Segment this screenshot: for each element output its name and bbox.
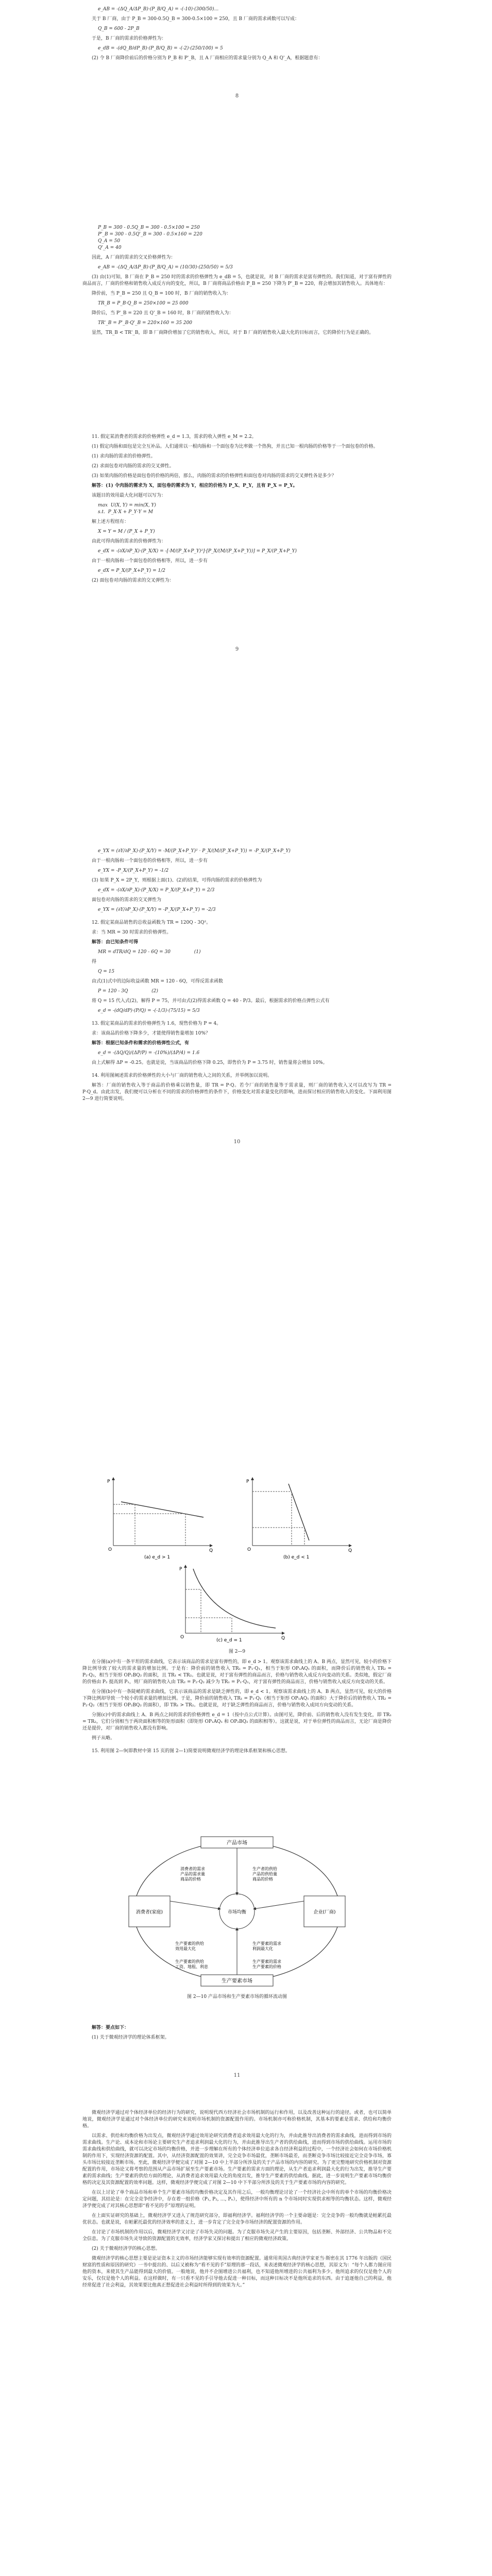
answer: 解答：要点如下： [92,2025,129,2030]
equation: Q = 15 [98,969,115,974]
panel-label-a: (a) e_d > 1 [144,1555,171,1560]
paragraph: 分图(c)中的需求曲线上 A、B 两点之间的需求的价格弹性 e_d = 1（按中点公式计算）。由图可见，降价前、后的销售收入没有发生变化，即 TR₁ = TR₂，它们分别相当于两块面积相等的矩形面积（即矩形 OP₁AQ₁ 和 OP₂BQ₂ 的面积相等）。这就是说，对于单位弹性的商品而言，无论厂商是降价还是提价，对厂商的销售收入都没有影响。 [82,1713,392,1731]
flow-label: 消费者的需求产品的需求量商品的价格 [180,1867,205,1882]
paragraph: 关于 B 厂商，由于 P_B = 300-0.5Q_B = 300-0.5×100 = 250，且 B 厂商的需求函数可以写成： [92,16,299,22]
paragraph: 降价后，当 P'_B = 220 且 Q'_B = 160 时，B 厂商的销售收入为： [92,311,234,316]
demand-curve-a [121,1502,203,1517]
paragraph: 微观经济学的核心思想主要是论证资本主义的市场经济能够实现有效率的资源配置。通常用英国古典经济学家亚当·斯密在其 1776 年出版的《国民财富的性质和原因的研究》一书中提出的、以后又被称为“看不见的手”原理的那一段话，来表述微观经济学的核心思想，其原文为：“每个人都力图应用他的资本，来使其生产品能得到最大的价值。一般地说，他并不企图增进公共福利，也不知道他所增进的公共福利为多少。他所追求的仅仅是他个人的安乐，仅仅是他个人的利益。在这样做时，有一只看不见的手引导他去促进一种目标，而这种目标决不是他所追求的东西。由于追逐他自己的利益，他经常促进了社会利益，其效果要比他真正想促进社会利益时所得到的效果为大。” [82,2256,392,2288]
flow-label: 生产要素的供给效用最大化 [175,1941,204,1951]
figure-2-10 [124,1834,350,2004]
figure-caption: 图 2—10 产品市场和生产要素市场的循环流动图 [187,1994,287,1999]
paragraph: 在讨论了市场机制的作用以后，微观经济学又讨论了市场失灵的问题。为了克服市场失灵产生的主要原因，包括垄断、外部经济、公共物品和不完全信息。为了克服市场失灵导致的资源配置的无效率，经济学家又探讨和提出了相应的微观经济政策。 [82,2230,392,2242]
paragraph: 在分图(a)中有一条平坦的需求曲线，它表示该商品的需求是富有弹性的，即 e_d > 1。观察该需求曲线上的 A、B 两点，显然可见，较小的价格下降比例导致了较大的需求量的增加比例。于是有：降价前的销售收入 TR₁ = P₁·Q₁，相当于矩形 OP₁AQ₁ 的面积，而降价后的销售收入 TR₂ = P₂·Q₂，相当于矩形 OP₂BQ₂ 的面积，且 TR₁ < TR₂。也就是说，对于富有弹性的商品而言，价格与销售收入成反方向变动的关系。类似地，假定厂商的价格由 P₂ 提高到 P₁，则厂商的销售收入由 TR₂ = P₂·Q₂ 减少为 TR₁ = P₁·Q₁，对于富有弹性的商品而言，价格与销售收入成反方向变动的关系。 [82,1659,392,1685]
paragraph: 解上述方程组有： [92,519,129,524]
paragraph: (2) 求面包卷对肉肠的需求的交叉弹性。 [92,464,174,469]
page-number: 9 [235,647,239,652]
paragraph: 解答：厂商的销售收入等于商品的价格乘以销售量，即 TR = P·Q。若令厂商的销售量等于需求量，则厂商的销售收入又可以改写为 TR = P·Q_d。由此出发，我们便可以分析在不同的需求的价格弹性的条件下，价格变化对需求量变化的影响，进而探讨相应的销售收入的变化。下面利用图 2—9 进行简要说明。 [82,1083,392,1101]
paragraph: 在以上讨论了单个商品市场和单个生产要素市场的均衡价格决定及其作用之后，一般均衡理论讨论了一个经济社会中所有的单个市场的均衡价格决定问题，其结论是：在完全竞争经济中，存在着一组价格（P₁, P₂, …, Pₙ），使得经济中所有的 n 个市场同时实现供求相等的均衡状态。这样，微观经济学便完成了对其核心思想即“看不见的手”原理的证明。 [82,2190,392,2209]
paragraph: 在分图(b)中有一条陡峭的需求曲线，它表示该商品的需求是缺乏弹性的，即 e_d < 1。观察该需求曲线上的 A、B 两点，显然可见，较大的价格下降比例却导致一个较小的需求量的增加比例。于是，降价前的销售收入 TR₁ = P₁·Q₁（相当于矩形 OP₁AQ₁ 的面积）大于降价后的销售收入 TR₂ = P₂·Q₂（相当于矩形 OP₂BQ₂ 的面积），即 TR₁ > TR₂。也就是说，对于缺乏弹性的商品而言，价格与销售收入成同方向变动的关系。 [82,1689,392,1708]
paragraph: 将 Q = 15 代入式(2)，解得 P = 75，并可由式(2)得需求函数 Q = 40 - P/3。最后，根据需求的价格点弹性公式有 [92,998,330,1004]
paragraph: (3) 如果肉肠的价格是面包卷的价格的两倍，那么，肉肠的需求的价格弹性和面包卷对肉肠的需求的交叉弹性各是多少？ [92,473,336,479]
equation: e_AB = -(ΔQ_A/ΔP_B)·(P_B/Q_A) = -(-10)·(300/50)... [98,7,219,12]
equation: e_d = -(dQ/dP)·(P/Q) = -(-1/3)·(75/15) = 5/3 [98,1008,200,1013]
equation: X = Y = M / (P_X + P_Y) [98,529,155,534]
answer: 解答：由已知条件可得 [92,940,139,945]
paragraph: (3) 由(1)可知，B 厂商在 P_B = 250 时的需求的价格弹性为 e_dB = 5，也就是说，对 B 厂商的需求是富有弹性的。我们知道，对于富有弹性的商品而言，厂商的价格和销售收入成反方向的变化，所以，B 厂商将商品价格由 P_B = 250 下降为 P'_B = 220，将会增加其销售收入。具体地有： [82,275,392,286]
origin-label: O [180,1635,184,1640]
paragraph: (1) 关于微观经济学的理论体系框架。 [92,2035,169,2040]
page-section-6 [82,2025,392,2292]
flow-label: 生产要素的供给工资、地租、利息 [175,1959,208,1969]
axis-label-p: P [179,1567,182,1572]
equation: MR = dTR/dQ = 120 - 6Q = 30 (1) [98,950,201,955]
equation: e_dB = -(dQ_B/dP_B)·(P_B/Q_B) = -(-2)·(250/100) = 5 [98,46,223,51]
equation: e_YX = (∂Y/∂P_X)·(P_X/Y) = -P_X/(P_X+P_Y) = -2/3 [98,907,216,912]
origin-label: O [247,1547,251,1552]
panel-c [179,1566,285,1643]
paragraph: 面包卷对肉肠的需求的交叉弹性为 [92,897,162,903]
paragraph: 由于一根肉肠和一个面包卷的价格相等，所以，进一步有 [92,558,208,564]
paragraph: (2) 面包卷对肉肠的需求的交叉弹性为： [92,578,174,583]
page-number: 8 [235,93,239,99]
question-14: 14. 利用图阐述需求的价格弹性的大小与厂商的销售收入之间的关系，并举例加以说明。 [92,1073,273,1078]
page-section-4 [82,845,392,1151]
equation: P = 120 - 3Q (2) [98,989,158,994]
panel-a [107,1479,213,1560]
paragraph: (2) 令 B 厂商降价前后的价格分别为 P_B 和 P'_B，且 A 厂商相应的需求量分别为 Q_A 和 Q'_A，根据题意有： [92,56,323,61]
figure-2-10-graphic [124,1834,350,1989]
paragraph: 求：当 MR = 30 时需求的价格弹性。 [92,930,172,935]
paragraph: 该题目的效用最大化问题可以写为： [92,493,166,498]
equation: e_dX = -(∂X/∂P_X)·(P_X/X) = P_X/(P_X+P_Y) = 2/3 [98,888,215,893]
question-11: 11. 假定某消费者的需求的价格弹性 e_d = 1.3，需求的收入弹性 e_M = 2.2。 [92,434,257,439]
panel-label-b: (b) e_d < 1 [283,1555,310,1560]
paragraph: (2) 关于微观经济学的核心思想。 [92,2246,160,2251]
flow-label: 生产要素的需求生产要素的价格 [252,1959,281,1969]
paragraph: (3) 如果 P_X = 2P_Y，则根据上面(1)、(2)的结果，可得肉肠的需求的价格弹性为 [92,878,262,883]
paragraph: 由上式解得 ΔP = -0.25。也就是说，当该商品的价格下降 0.25，即售价为 P = 3.75 时，销售量将会增加 10%。 [92,1060,328,1065]
page-section-1 [82,3,392,106]
page-section-2 [82,222,392,340]
equation: e_d = -(ΔQ/Q)/(ΔP/P) = -(10%)/(ΔP/4) = 1.6 [98,1050,200,1056]
paragraph: (1) 求肉肠的需求的价格弹性。 [92,454,156,459]
paragraph: 以需求、供给和均衡价格为出发点，微观经济学通过效用论研究消费者追求效用最大化的行为，并由此推导出消费者的需求曲线，进而得到市场的需求曲线。生产论、成本论和市场论主要研究生产者追求利润最大化的行为，并由此推导出生产者的供给曲线，进而得到市场的供给曲线。运用市场的需求曲线和供给曲线，就可以决定市场的均衡价格，并进一步理解在所有的个体经济单位追求各自经济利益的过程中，一个经济社会如何在市场价格机制的作用下，实现经济资源的配置。其中，从经济资源配置的效果讲，完全竞争市场最优，垄断市场最差，而垄断竞争市场比较接近完全竞争市场，寡头市场比较接近垄断市场。至此，微观经济学便完成了对图 2—10 中上半部分所涉及的关于产品市场的内容的研究。为了更完整地研究价格机制对资源配置的作用，市场论又将考察的范围从产品市场扩展至生产要素市场。生产要素的需求方面的理论，从生产者追求利润最大化的行为出发，推导生产要素的需求曲线；生产要素的供给方面的理论，从消费者追求效用最大化的角度出发，推导生产要素的供给曲线。据此，进一步说明生产要素市场均衡价格的决定及其资源配置的效率问题。这样，微观经济学便完成了对图 2—10 中下半部分所涉及的关于生产要素市场的内容的研究。 [82,2133,392,2185]
household-label: 消费者(家庭) [135,1910,163,1915]
paragraph: 降价前，当 P_B = 250 且 Q_B = 100 时，B 厂商的销售收入为： [92,291,231,296]
paragraph: 于是，B 厂商的需求的价格弹性为： [92,36,166,41]
panel-label-c: (c) e_d = 1 [216,1638,242,1643]
answer: 解答：根据已知条件和需求的价格弹性公式，有 [92,1041,190,1046]
page-section-5 [82,1659,392,1758]
firm-label: 企业(厂商) [313,1910,336,1915]
equation: TR'_B = P'_B·Q'_B = 220×160 = 35 200 [98,320,193,326]
paragraph: 例子从略。 [92,1736,115,1741]
figure-2-9 [93,1473,381,1654]
factor-market-label: 生产要素市场 [222,1978,252,1984]
origin-label: O [108,1547,112,1552]
product-market-label: 产品市场 [227,1840,247,1846]
paragraph: 因此，A 厂商的需求的交叉价格弹性为： [92,255,176,260]
equation: e_dX = -(∂X/∂P_X)·(P_X/X) = -[-M/(P_X+P_Y)²]·[P_X/(M/(P_X+P_Y))] = P_X/(P_X+P_Y) [98,549,297,554]
paragraph: 在上面实证研究的基础上，微观经济学又进入了规范研究部分，即福利经济学。福利经济学的一个主要命题是：完全竞争的一般均衡就是帕累托最优状态。也就是说，在帕累托最优的经济效率的意义上，进一步肯定了完全竞争市场经济的配置资源的作用。 [82,2213,392,2225]
page-number: 11 [233,2073,241,2078]
paragraph: 微观经济学通过对个体经济单位的经济行为的研究，说明现代西方经济社会市场机制的运行和作用，以及改善这种运行的途径。或者，也可以简单地说，微观经济学是通过对个体经济单位的研究来说明市场机制的资源配置作用的。市场机制亦可称价格机制，其基本的要素是需求、供给和均衡价格。 [82,2110,392,2129]
equation: Q_B = 600 - 2P_B [98,26,140,31]
paragraph: 得 [92,959,97,964]
figure-caption: 图 2—9 [228,1649,246,1654]
page-section-3 [82,428,392,659]
flow-label: 生产要素的需求利润最大化 [252,1941,281,1951]
paragraph: 显然，TR_B < TR'_B，即 B 厂商降价增加了它的销售收入，所以，对于 B 厂商的销售收入最大化的目标而言，它的降价行为是正确的。 [92,330,374,335]
axis-label-q: Q [348,1548,352,1553]
axis-label-p: P [107,1479,110,1484]
equation: TR_B = P_B·Q_B = 250×100 = 25 000 [98,301,189,306]
axis-label-q: Q [209,1548,213,1553]
panel-b [246,1479,352,1560]
figure-2-9-graphic [93,1473,381,1643]
demand-curve-c [193,1569,276,1628]
equation: e_dX = P_X/(P_X+P_Y) = 1/2 [98,568,166,573]
equilibrium-label: 市场均衡 [227,1910,247,1915]
equation: e_AB = -(ΔQ_A/ΔP_B)·(P_B/Q_A) = (10/30)·(250/50) = 5/3 [98,265,233,270]
question-13: 13. 假定某商品的需求的价格弹性为 1.6，现售价格为 P = 4。 [92,1021,222,1026]
equation: max U(X, Y) = min(X, Y) s.t. P_X·X + P_Y·Y = M [98,503,156,515]
axis-label-q: Q [281,1636,285,1641]
equation: e_YX = -P_X/(P_X+P_Y) = -1/2 [98,868,169,873]
page-number: 10 [233,1139,241,1145]
paragraph: 由式(1)式中的边际收益函数 MR = 120 - 6Q，可得反需求函数 [92,979,223,984]
paragraph: (1) 假定肉肠和面包是完全互补品。人们通常以一根肉肠和一个面包卷为比率做一个热狗，并且已知一根肉肠的价格等于一个面包卷的价格。 [92,444,378,449]
equation: e_YX = (∂Y/∂P_X)·(P_X/Y) = -M/(P_X+P_Y)² · P_X/(M/(P_X+P_Y)) = -P_X/(P_X+P_Y) [98,849,291,854]
paragraph: 求：该商品的价格下降多少，才能使得销售量增加 10%？ [92,1031,210,1036]
paragraph: 由于一根肉肠和一个面包卷的价格相等，所以，进一步有 [92,858,208,863]
question-12: 12. 假定某商品销售的总收益函数为 TR = 120Q - 3Q²。 [92,920,211,925]
equation: P_B = 300 - 0.5Q_B = 300 - 0.5×100 = 250 P'_B = 300 - 0.5Q'_B = 300 - 0.5×160 = 220 Q_A = 50 Q'_A = 40 [98,225,202,250]
answer: 解答：(1) 令肉肠的需求为 X，面包卷的需求为 Y，相应的价格为 P_X、P_Y，且有 P_X = P_Y。 [92,483,298,488]
flow-label: 生产者的供给产品的供给量商品的价格 [252,1867,277,1882]
axis-label-p: P [246,1479,249,1484]
paragraph: 由此可得肉肠的需求的价格弹性为： [92,539,166,544]
question-15: 15. 利用图 2—9(即教材中第 15 页的图 2—1)简要说明微观经济学的理论体系框架和核心思想。 [92,1749,290,1754]
